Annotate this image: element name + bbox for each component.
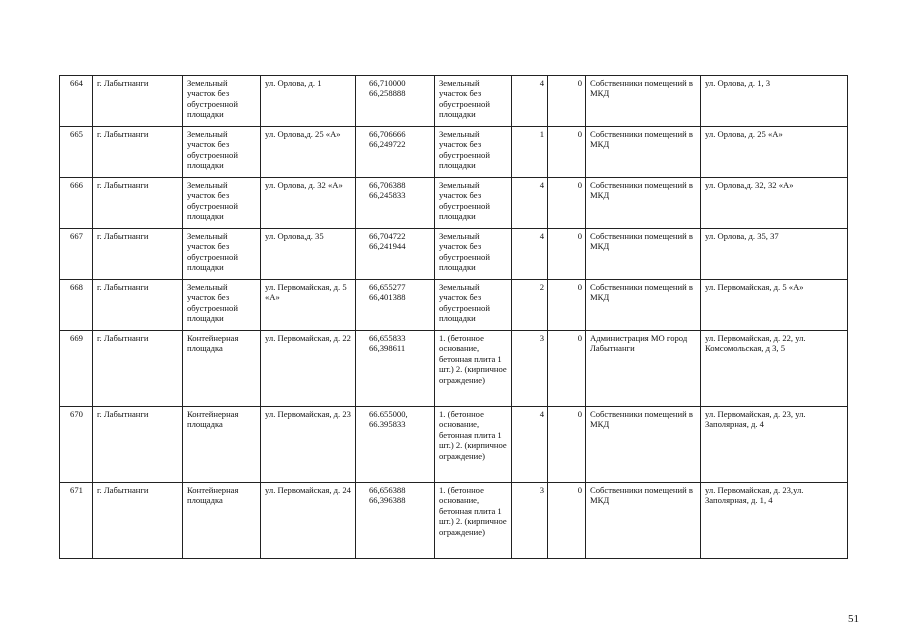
- city-cell: г. Лабытнанги: [93, 76, 183, 127]
- site-type-cell: Контейнерная площадка: [183, 407, 261, 483]
- surface-cell: Земельный участок без обустроенной площадки: [435, 280, 512, 331]
- site-type-cell: Земельный участок без обустроенной площадки: [183, 76, 261, 127]
- row-number: 671: [60, 483, 93, 559]
- container-count-cell: 4: [512, 76, 548, 127]
- extra-count-cell: 0: [548, 483, 586, 559]
- table-row: [60, 280, 848, 331]
- table-row: [60, 331, 848, 407]
- longitude: 66,401388: [369, 292, 406, 303]
- surface-cell: Земельный участок без обустроенной площадки: [435, 229, 512, 280]
- surface-cell: Земельный участок без обустроенной площадки: [435, 76, 512, 127]
- city-cell: г. Лабытнанги: [93, 127, 183, 178]
- coordinates-cell: [356, 229, 435, 280]
- page-number: 51: [848, 613, 859, 625]
- container-count-cell: 1: [512, 127, 548, 178]
- longitude: 66,249722: [369, 139, 406, 150]
- latitude: 66,706666: [369, 129, 406, 139]
- city-cell: г. Лабытнанги: [93, 331, 183, 407]
- extra-count-cell: 0: [548, 127, 586, 178]
- table-row: [60, 483, 848, 559]
- city-cell: г. Лабытнанги: [93, 407, 183, 483]
- owner-cell: Администрация МО город Лабытнанги: [586, 331, 701, 407]
- surface-cell: Земельный участок без обустроенной площадки: [435, 127, 512, 178]
- site-type-cell: Земельный участок без обустроенной площадки: [183, 127, 261, 178]
- city-cell: г. Лабытнанги: [93, 229, 183, 280]
- coordinates-cell: [356, 407, 435, 483]
- owner-cell: Собственники помещений в МКД: [586, 407, 701, 483]
- latitude: 66.655000,: [369, 409, 408, 419]
- table-row: [60, 127, 848, 178]
- address-cell: ул. Первомайская, д. 22: [261, 331, 356, 407]
- served-objects-cell: ул. Орлова, д. 35, 37: [701, 229, 848, 280]
- longitude: 66,398611: [369, 343, 406, 354]
- latitude: 66,710000: [369, 78, 406, 88]
- longitude: 66,258888: [369, 88, 406, 99]
- row-number: 666: [60, 178, 93, 229]
- container-count-cell: 4: [512, 229, 548, 280]
- site-type-cell: Земельный участок без обустроенной площадки: [183, 280, 261, 331]
- latitude: 66,656388: [369, 485, 406, 495]
- coordinates-cell: [356, 178, 435, 229]
- longitude: 66,241944: [369, 241, 406, 252]
- row-number: 668: [60, 280, 93, 331]
- latitude: 66,706388: [369, 180, 406, 190]
- extra-count-cell: 0: [548, 76, 586, 127]
- row-number: 670: [60, 407, 93, 483]
- extra-count-cell: 0: [548, 331, 586, 407]
- table-row: [60, 229, 848, 280]
- site-type-cell: Земельный участок без обустроенной площадки: [183, 178, 261, 229]
- address-cell: ул. Орлова, д. 32 «А»: [261, 178, 356, 229]
- address-cell: ул. Первомайская, д. 5 «А»: [261, 280, 356, 331]
- container-count-cell: 2: [512, 280, 548, 331]
- address-cell: ул. Орлова,д. 35: [261, 229, 356, 280]
- latitude: 66,704722: [369, 231, 406, 241]
- site-type-cell: Контейнерная площадка: [183, 483, 261, 559]
- row-number: 669: [60, 331, 93, 407]
- table-row: [60, 407, 848, 483]
- owner-cell: Собственники помещений в МКД: [586, 178, 701, 229]
- served-objects-cell: ул. Орлова, д. 25 «А»: [701, 127, 848, 178]
- owner-cell: Собственники помещений в МКД: [586, 229, 701, 280]
- container-count-cell: 4: [512, 178, 548, 229]
- surface-cell: Земельный участок без обустроенной площадки: [435, 178, 512, 229]
- city-cell: г. Лабытнанги: [93, 483, 183, 559]
- served-objects-cell: ул. Первомайская, д. 5 «А»: [701, 280, 848, 331]
- owner-cell: Собственники помещений в МКД: [586, 483, 701, 559]
- container-count-cell: 4: [512, 407, 548, 483]
- table-row: [60, 76, 848, 127]
- address-cell: ул. Первомайская, д. 24: [261, 483, 356, 559]
- coordinates-cell: [356, 127, 435, 178]
- address-cell: ул. Орлова, д. 1: [261, 76, 356, 127]
- coordinates-cell: [356, 483, 435, 559]
- city-cell: г. Лабытнанги: [93, 280, 183, 331]
- latitude: 66,655277: [369, 282, 406, 292]
- coordinates-cell: [356, 331, 435, 407]
- container-count-cell: 3: [512, 331, 548, 407]
- longitude: 66,396388: [369, 495, 406, 506]
- surface-cell: 1. (бетонное основание, бетонная плита 1 шт.) 2. (кирпичное ограждение): [435, 407, 512, 483]
- longitude: 66.395833: [369, 419, 406, 430]
- served-objects-cell: ул. Первомайская, д. 23, ул. Заполярная, д. 4: [701, 407, 848, 483]
- served-objects-cell: ул. Орлова,д. 32, 32 «А»: [701, 178, 848, 229]
- row-number: 667: [60, 229, 93, 280]
- coordinates-cell: [356, 280, 435, 331]
- owner-cell: Собственники помещений в МКД: [586, 280, 701, 331]
- city-cell: г. Лабытнанги: [93, 178, 183, 229]
- registry-table: [59, 75, 848, 559]
- surface-cell: 1. (бетонное основание, бетонная плита 1 шт.) 2. (кирпичное ограждение): [435, 331, 512, 407]
- extra-count-cell: 0: [548, 178, 586, 229]
- coordinates-cell: [356, 76, 435, 127]
- table-row: [60, 178, 848, 229]
- extra-count-cell: 0: [548, 280, 586, 331]
- container-count-cell: 3: [512, 483, 548, 559]
- row-number: 665: [60, 127, 93, 178]
- site-type-cell: Контейнерная площадка: [183, 331, 261, 407]
- longitude: 66,245833: [369, 190, 406, 201]
- surface-cell: 1. (бетонное основание, бетонная плита 1 шт.) 2. (кирпичное ограждение): [435, 483, 512, 559]
- address-cell: ул. Первомайская, д. 23: [261, 407, 356, 483]
- extra-count-cell: 0: [548, 407, 586, 483]
- owner-cell: Собственники помещений в МКД: [586, 76, 701, 127]
- latitude: 66,655833: [369, 333, 406, 343]
- extra-count-cell: 0: [548, 229, 586, 280]
- owner-cell: Собственники помещений в МКД: [586, 127, 701, 178]
- row-number: 664: [60, 76, 93, 127]
- served-objects-cell: ул. Орлова, д. 1, 3: [701, 76, 848, 127]
- served-objects-cell: ул. Первомайская, д. 23,ул. Заполярная, д. 1, 4: [701, 483, 848, 559]
- address-cell: ул. Орлова,д. 25 «А»: [261, 127, 356, 178]
- site-type-cell: Земельный участок без обустроенной площадки: [183, 229, 261, 280]
- served-objects-cell: ул. Первомайская, д. 22, ул. Комсомольская, д 3, 5: [701, 331, 848, 407]
